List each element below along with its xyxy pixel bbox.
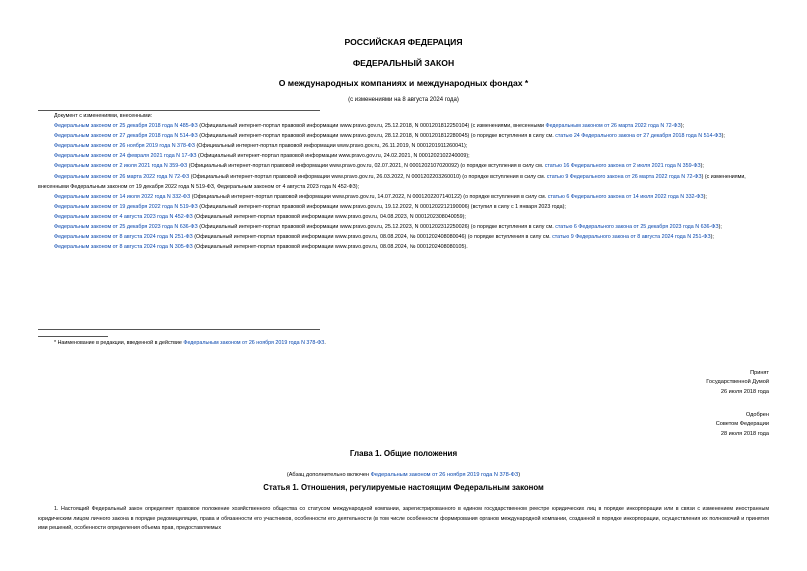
change-law-link[interactable]: Федеральным законом от 24 февраля 2021 года N 17-ФЗ xyxy=(54,153,197,160)
divider-middle xyxy=(38,329,320,330)
change-item xyxy=(38,212,769,222)
change-law-link[interactable]: Федеральным законом от 8 августа 2024 года N 305-ФЗ xyxy=(54,244,193,251)
approved-line2: Советом Федерации xyxy=(715,421,769,428)
change-item xyxy=(38,121,769,131)
doc-type-heading: ФЕДЕРАЛЬНЫЙ ЗАКОН xyxy=(352,58,455,68)
law-title: О международных компаниях и международных фондах * xyxy=(278,78,529,88)
change-law-link[interactable]: Федеральным законом от 8 августа 2024 года N 251-ФЗ xyxy=(54,234,193,241)
change-law-link[interactable]: Федеральным законом от 26 ноября 2019 года N 378-ФЗ xyxy=(54,143,196,150)
article-body xyxy=(38,505,769,534)
change-law-link[interactable]: Федеральным законом от 19 декабря 2022 года N 519-ФЗ xyxy=(54,203,198,210)
footnote-text: * Наименование в редакции, введенной в действие xyxy=(54,340,184,346)
footnote-divider xyxy=(38,336,108,337)
change-description: (Официальный интернет-портал правовой информации www.pravo.gov.ru, 25.12.2018, N 0001201812250104) (с изменениями, внесенными xyxy=(197,123,546,130)
approved-line1: Одобрен xyxy=(745,412,769,418)
chapter-note xyxy=(0,472,807,478)
change-item xyxy=(38,172,769,192)
change-law-link[interactable]: Федеральным законом от 2 июля 2021 года N 359-ФЗ xyxy=(54,163,188,170)
chapter-heading: Глава 1. Общие положения xyxy=(349,449,458,458)
changes-list xyxy=(38,111,769,252)
change-item xyxy=(38,202,769,212)
change-reference-link[interactable]: статью 6 Федерального закона от 25 декабря 2023 года N 636-ФЗ xyxy=(555,224,719,231)
change-law-link[interactable]: Федеральным законом от 14 июля 2022 года N 332-ФЗ xyxy=(54,193,191,200)
change-item xyxy=(38,151,769,161)
change-reference-link[interactable]: статью 16 Федерального закона от 2 июля 2021 года N 359-ФЗ xyxy=(544,163,701,170)
change-description: (Официальный интернет-портал правовой информации www.pravo.gov.ru, 26.03.2022, N 0001202203260010) (о порядке вступления в силу см. xyxy=(189,173,547,180)
change-reference-link[interactable]: статью 6 Федерального закона от 14 июля 2022 года N 332-ФЗ xyxy=(547,193,704,200)
change-description: (Официальный интернет-портал правовой информации www.pravo.gov.ru, 19.12.2022, N 0001202212190006) (вступил в силу с 1 января 2023 года); xyxy=(197,203,566,210)
change-reference-link[interactable]: статью 9 Федерального закона от 26 марта 2022 года N 72-ФЗ xyxy=(546,173,702,180)
change-description: (Официальный интернет-портал правовой информации www.pravo.gov.ru, 02.07.2021, N 0001202107020092) (о порядке вступления в силу см. xyxy=(187,163,545,170)
change-description: (Официальный интернет-портал правовой информации www.pravo.gov.ru, 24.02.2021, N 0001202102240009); xyxy=(196,153,470,160)
change-item xyxy=(38,161,769,171)
article-paragraph: 1. Настоящий Федеральный закон определяет правовое положение хозяйственного общества со статусом международной компании, зарегистрированного в едином государственном реестре юридических лиц в порядке инкорпорации или в связи с изменением иностранным юридическим лицом личного закона в порядке редомициляции, права и обязанности его участников, особенности его деятельности (в том числе особенности формирования органов международной компании, созданной в порядке инкорпорации, осуществления их полномочий и принятия ими решений, особенности определения объема прав, предоставляемых xyxy=(38,506,769,531)
accepted-line3: 26 июля 2018 года xyxy=(720,388,769,395)
change-reference-link[interactable]: Федеральным законом от 26 марта 2022 года N 72-ФЗ xyxy=(545,123,681,130)
accepted-block xyxy=(706,369,769,397)
chapter-note-text: (Абзац дополнительно включен xyxy=(286,472,371,478)
changes-intro: Документ с изменениями, внесенными: xyxy=(54,113,153,119)
change-item xyxy=(38,242,769,252)
revision-note: (с изменениями на 8 августа 2024 года) xyxy=(348,97,459,103)
change-description: (Официальный интернет-портал правовой информации www.pravo.gov.ru, 04.08.2023, N 0001202308040059); xyxy=(192,213,466,220)
change-tail: ); xyxy=(703,193,707,200)
change-description: (Официальный интернет-портал правовой информации www.pravo.gov.ru, 26.11.2019, N 0001201911260041); xyxy=(195,143,468,150)
approved-line3: 28 июля 2018 года xyxy=(720,430,769,437)
change-item xyxy=(38,141,769,151)
change-law-link[interactable]: Федеральным законом от 27 декабря 2018 года N 514-ФЗ xyxy=(54,133,198,140)
accepted-line2: Государственной Думой xyxy=(706,379,769,386)
change-tail: ); xyxy=(721,133,725,140)
change-law-link[interactable]: Федеральным законом от 4 августа 2023 года N 452-ФЗ xyxy=(54,213,193,220)
country-heading: РОССИЙСКАЯ ФЕДЕРАЦИЯ xyxy=(344,37,463,47)
change-tail: ); xyxy=(680,123,684,130)
change-law-link[interactable]: Федеральным законом от 26 марта 2022 года N 72-ФЗ xyxy=(54,173,190,180)
footnote-tail: . xyxy=(324,340,326,346)
change-description: (Официальный интернет-портал правовой информации www.pravo.gov.ru, 08.08.2024, № 0001202408080046) (о порядке вступления в силу см. xyxy=(192,234,553,241)
change-law-link[interactable]: Федеральным законом от 25 декабря 2023 года N 636-ФЗ xyxy=(54,224,198,231)
change-reference-link[interactable]: статью 9 Федерального закона от 8 августа 2024 года N 251-ФЗ xyxy=(552,234,711,241)
change-tail: ); xyxy=(710,234,714,241)
change-description: (Официальный интернет-портал правовой информации www.pravo.gov.ru, 25.12.2023, N 0001202312250026) (о порядке вступления в силу см. xyxy=(197,224,556,231)
change-item xyxy=(38,232,769,242)
change-reference-link[interactable]: статью 24 Федерального закона от 27 декабря 2018 года N 514-ФЗ xyxy=(555,133,722,140)
chapter-note-link[interactable]: Федеральным законом от 26 ноября 2019 года N 378-ФЗ xyxy=(370,472,519,478)
change-item xyxy=(38,131,769,141)
chapter-note-tail: ) xyxy=(518,472,521,478)
change-item xyxy=(38,192,769,202)
change-tail: ) (с изменениями, внесенными Федеральным законом от 19 декабря 2022 года N 519-ФЗ, Федеральным законом от 4 августа 2023 года N 452-ФЗ); xyxy=(38,173,746,190)
accepted-line1: Принят xyxy=(750,370,769,376)
approved-block xyxy=(716,411,769,439)
article-title: Статья 1. Отношения, регулируемые настоящим Федеральным законом xyxy=(263,483,544,492)
footnote xyxy=(38,338,769,348)
change-item xyxy=(38,222,769,232)
change-description: (Официальный интернет-портал правовой информации www.pravo.gov.ru, 14.07.2022, N 0001202207140122) (о порядке вступления в силу см. xyxy=(190,193,548,200)
change-tail: ); xyxy=(718,224,722,231)
change-description: (Официальный интернет-портал правовой информации www.pravo.gov.ru, 28.12.2018, N 0001201812280045) (о порядке вступления в силу см. xyxy=(197,133,556,140)
footnote-link[interactable]: Федеральным законом от 26 ноября 2019 года N 378-ФЗ xyxy=(183,340,325,346)
change-tail: ); xyxy=(700,163,704,170)
change-law-link[interactable]: Федеральным законом от 25 декабря 2018 года N 485-ФЗ xyxy=(54,123,198,130)
change-description: (Официальный интернет-портал правовой информации www.pravo.gov.ru, 08.08.2024, № 0001202408080105). xyxy=(192,244,468,251)
